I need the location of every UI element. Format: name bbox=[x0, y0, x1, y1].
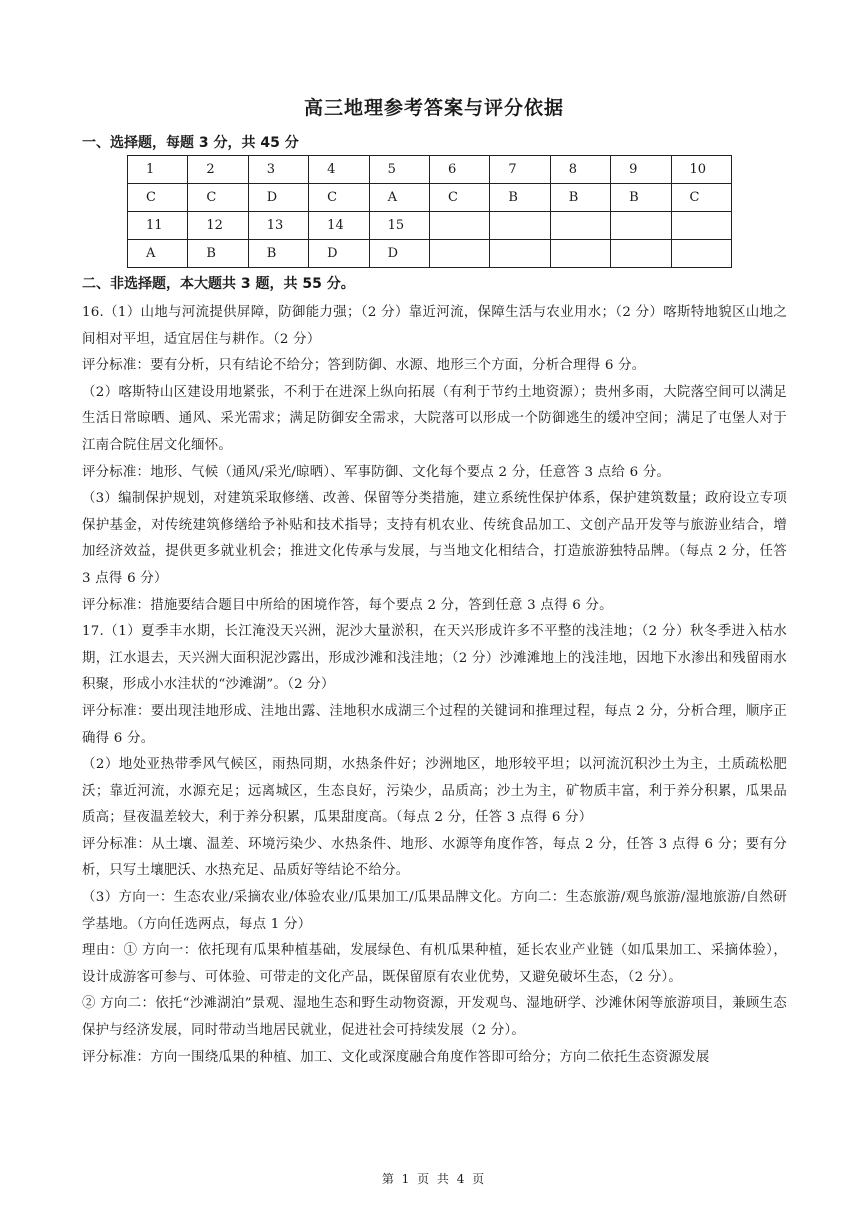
table-cell: 8 bbox=[550, 156, 610, 184]
table-cell: 9 bbox=[611, 156, 671, 184]
table-row bbox=[128, 184, 732, 212]
answer-paragraph: （3）方向一：生态农业/采摘农业/体验农业/瓜果加工/瓜果品牌文化。方向二：生态旅游/观鸟旅游/湿地旅游/自然研学基地。（方向任选两点，每点 1 分） bbox=[82, 890, 787, 932]
table-cell: D bbox=[309, 240, 369, 268]
table-cell: C bbox=[671, 184, 731, 212]
page-footer: 第 1 页 共 4 页 bbox=[381, 1172, 487, 1186]
table-cell: A bbox=[128, 240, 188, 268]
table-cell: 10 bbox=[671, 156, 731, 184]
answer-table bbox=[127, 155, 732, 268]
table-cell bbox=[490, 212, 550, 240]
answer-paragraph: ② 方向二：依托“沙滩湖泊”景观、湿地生态和野生动物资源，开发观鸟、湿地研学、沙滩休闲等旅游项目，兼顾生态保护与经济发展，同时带动当地居民就业，促进社会可持续发展（2 分）。 bbox=[82, 996, 787, 1039]
answer-paragraph: 评分标准：从土壤、温差、环境污染少、水热条件、地形、水源等角度作答，每点 2 分，任答 3 点得 6 分；要有分析，只写土壤肥沃、水热充足、品质好等结论不给分。 bbox=[82, 836, 787, 879]
table-cell: 1 bbox=[128, 156, 188, 184]
section-heading-non-choice: 二、非选择题，本大题共 3 题，共 55 分。 bbox=[82, 276, 355, 292]
table-cell bbox=[550, 212, 610, 240]
table-cell: D bbox=[369, 240, 429, 268]
table-cell: B bbox=[490, 184, 550, 212]
answer-paragraph: 理由：① 方向一：依托现有瓜果种植基础，发展绿色、有机瓜果种植，延长农业产业链（如瓜果加工、采摘体验），设计成游客可参与、可体验、可带走的文化产品，既保留原有农业优势，又避免破坏生态，（2 分）。 bbox=[82, 943, 787, 985]
table-cell bbox=[671, 240, 731, 268]
answer-paragraph: 评分标准：措施要结合题目中所给的困境作答，每个要点 2 分，答到任意 3 点得 6 分。 bbox=[82, 597, 613, 613]
table-cell: C bbox=[309, 184, 369, 212]
answer-paragraph: 16.（1）山地与河流提供屏障，防御能力强；（2 分）靠近河流，保障生活与农业用水；（2 分）喀斯特地貌区山地之间相对平坦，适宜居住与耕作。（2 分） bbox=[82, 305, 787, 347]
table-cell bbox=[611, 240, 671, 268]
table-cell: B bbox=[550, 184, 610, 212]
section-heading-multiple-choice: 一、选择题，每题 3 分，共 45 分 bbox=[82, 135, 299, 151]
answer-paragraph: 17.（1）夏季丰水期，长江淹没天兴洲，泥沙大量淤积，在天兴形成许多不平整的浅洼地；（2 分）秋冬季进入枯水期，江水退去，天兴洲大面积泥沙露出，形成沙滩和浅洼地；（2 分）沙滩滩地上的浅洼地，因地下水渗出和残留雨水积聚，形成小水洼状的“沙滩湖”。（2 分） bbox=[82, 624, 787, 693]
answer-paragraph: （2）喀斯特山区建设用地紧张，不利于在进深上纵向拓展（有利于节约土地资源）；贵州多雨，大院落空间可以满足生活日常晾晒、通风、采光需求；满足防御安全需求，大院落可以形成一个防御逃生的缓冲空间；满足了屯堡人对于江南合院住居文化缅怀。 bbox=[82, 384, 787, 453]
table-cell: 7 bbox=[490, 156, 550, 184]
table-row bbox=[128, 240, 732, 268]
table-cell bbox=[429, 212, 489, 240]
answer-paragraph: 评分标准：地形、气候（通风/采光/晾晒）、军事防御、文化每个要点 2 分，任意答 3 点给 6 分。 bbox=[82, 464, 671, 480]
table-cell: C bbox=[188, 184, 248, 212]
table-cell: 11 bbox=[128, 212, 188, 240]
answer-paragraph: （2）地处亚热带季风气候区，雨热同期，水热条件好；沙洲地区，地形较平坦；以河流沉积沙土为主，土质疏松肥沃；靠近河流，水源充足；远离城区，生态良好，污染少，品质高；沙土为主，矿物质丰富，利于养分积累，瓜果品质高；昼夜温差较大，利于养分积累，瓜果甜度高。（每点 2 分，任答 3 点得 6 分） bbox=[82, 757, 787, 826]
answer-body bbox=[82, 300, 787, 1071]
table-cell: 5 bbox=[369, 156, 429, 184]
table-cell: 3 bbox=[248, 156, 308, 184]
table-cell: D bbox=[248, 184, 308, 212]
table-cell: 15 bbox=[369, 212, 429, 240]
table-cell bbox=[550, 240, 610, 268]
table-cell: C bbox=[429, 184, 489, 212]
answer-paragraph: 评分标准：要有分析，只有结论不给分；答到防御、水源、地形三个方面，分析合理得 6 分。 bbox=[82, 358, 646, 374]
table-cell bbox=[671, 212, 731, 240]
answer-paragraph: 评分标准：方向一围绕瓜果的种植、加工、文化或深度融合角度作答即可给分；方向二依托生态资源发展 bbox=[82, 1049, 710, 1065]
table-row bbox=[128, 212, 732, 240]
table-row bbox=[128, 156, 732, 184]
answer-paragraph: 评分标准：要出现洼地形成、洼地出露、洼地积水成湖三个过程的关键词和推理过程，每点 2 分，分析合理，顺序正确得 6 分。 bbox=[82, 703, 787, 746]
answer-paragraph: （3）编制保护规划，对建筑采取修缮、改善、保留等分类措施，建立系统性保护体系，保护建筑数量；政府设立专项保护基金，对传统建筑修缮给予补贴和技术指导；支持有机农业、传统食品加工、文创产品开发等与旅游业结合，增加经济效益，提供更多就业机会；推进文化传承与发展，与当地文化相结合，打造旅游独特品牌。（每点 2 分，任答 3 点得 6 分） bbox=[82, 491, 787, 586]
table-cell: 6 bbox=[429, 156, 489, 184]
table-cell bbox=[611, 212, 671, 240]
table-cell: B bbox=[248, 240, 308, 268]
table-cell: 14 bbox=[309, 212, 369, 240]
table-cell: 4 bbox=[309, 156, 369, 184]
page-title: 高三地理参考答案与评分依据 bbox=[303, 97, 564, 119]
table-cell: C bbox=[128, 184, 188, 212]
table-cell: B bbox=[611, 184, 671, 212]
table-cell: 2 bbox=[188, 156, 248, 184]
table-cell bbox=[429, 240, 489, 268]
table-cell bbox=[490, 240, 550, 268]
table-cell: 13 bbox=[248, 212, 308, 240]
table-cell: B bbox=[188, 240, 248, 268]
table-cell: A bbox=[369, 184, 429, 212]
table-cell: 12 bbox=[188, 212, 248, 240]
